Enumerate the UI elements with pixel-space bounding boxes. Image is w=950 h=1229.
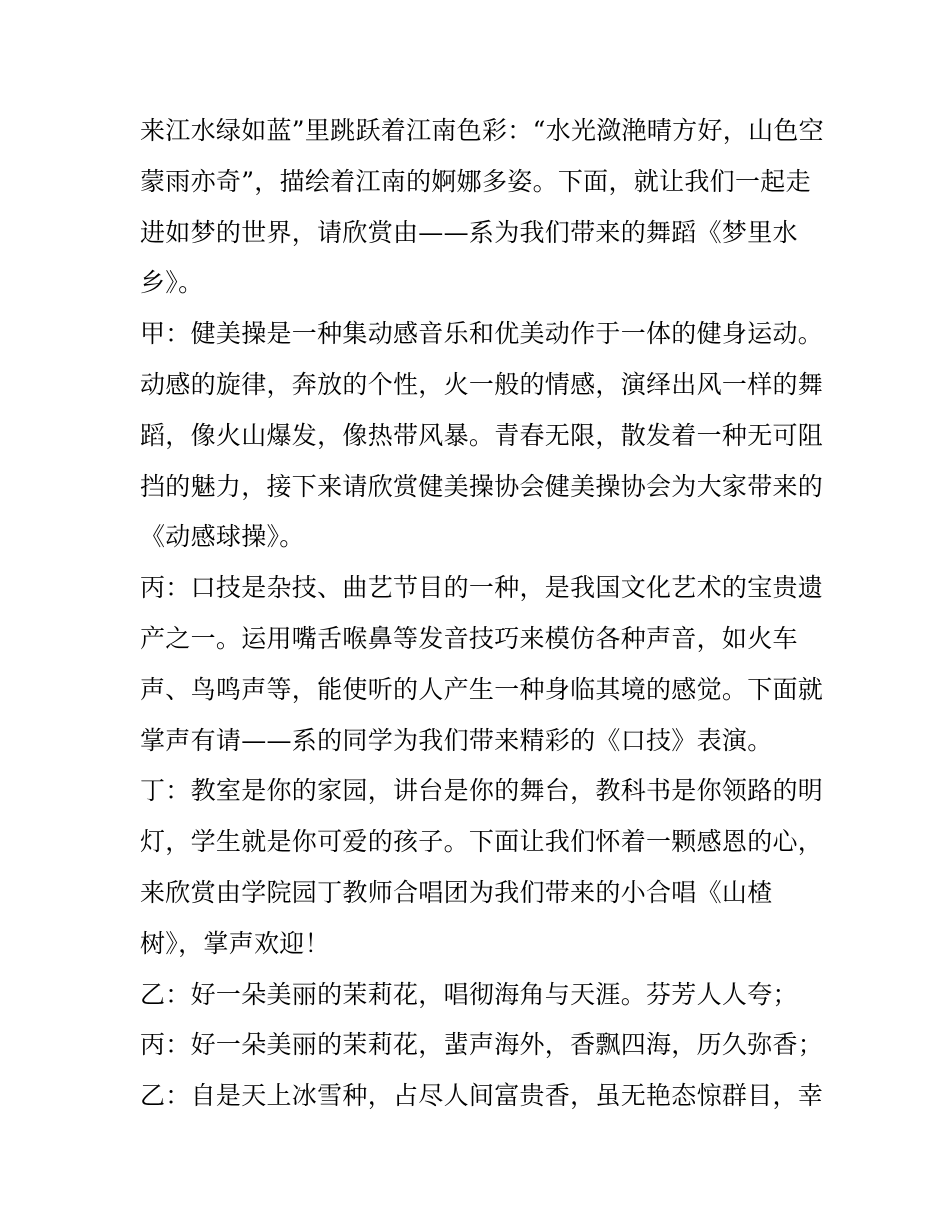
document-body xyxy=(140,106,824,1122)
text-line: 声、鸟鸣声等，能使听的人产生一种身临其境的感觉。下面就 xyxy=(140,674,824,704)
text-line: 乙：好一朵美丽的茉莉花，唱彻海角与天涯。芬芳人人夸； xyxy=(140,979,798,1009)
text-line: 来欣赏由学院园丁教师合唱团为我们带来的小合唱《山楂 xyxy=(140,877,773,907)
text-line: 蹈，像火山爆发，像热带风暴。青春无限，散发着一种无可阻 xyxy=(140,420,824,450)
text-line: 乡》。 xyxy=(140,268,204,298)
text-line: 树》，掌声欢迎！ xyxy=(140,928,330,958)
text-line: 丙：好一朵美丽的茉莉花，蜚声海外，香飘四海，历久弥香； xyxy=(140,1030,824,1060)
text-line: 蒙雨亦奇”，描绘着江南的婀娜多姿。下面，就让我们一起走 xyxy=(140,166,811,196)
text-line: 产之一。运用嘴舌喉鼻等发音技巧来模仿各种声音，如火车 xyxy=(140,623,798,653)
text-line: 乙：自是天上冰雪种，占尽人间富贵香，虽无艳态惊群目，幸 xyxy=(140,1081,824,1111)
text-line: 丁：教室是你的家园，讲台是你的舞台，教科书是你领路的明 xyxy=(140,776,824,806)
text-line: 进如梦的世界，请欣赏由——系为我们带来的舞蹈《梦里水 xyxy=(140,217,798,247)
text-line: 丙：口技是杂技、曲艺节目的一种，是我国文化艺术的宝贵遗 xyxy=(140,573,824,603)
text-line: 来江水绿如蓝”里跳跃着江南色彩：“水光潋滟晴方好，山色空 xyxy=(140,116,824,145)
text-line: 挡的魅力，接下来请欣赏健美操协会健美操协会为大家带来的 xyxy=(140,471,824,501)
text-line: 甲：健美操是一种集动感音乐和优美动作于一体的健身运动。 xyxy=(140,319,824,349)
text-line: 灯，学生就是你可爱的孩子。下面让我们怀着一颗感恩的心， xyxy=(140,827,824,857)
text-line: 掌声有请——系的同学为我们带来精彩的《口技》表演。 xyxy=(140,725,773,755)
text-line: 《动感球操》。 xyxy=(140,522,305,552)
text-line: 动感的旋律，奔放的个性，火一般的情感，演绎出风一样的舞 xyxy=(140,369,824,399)
